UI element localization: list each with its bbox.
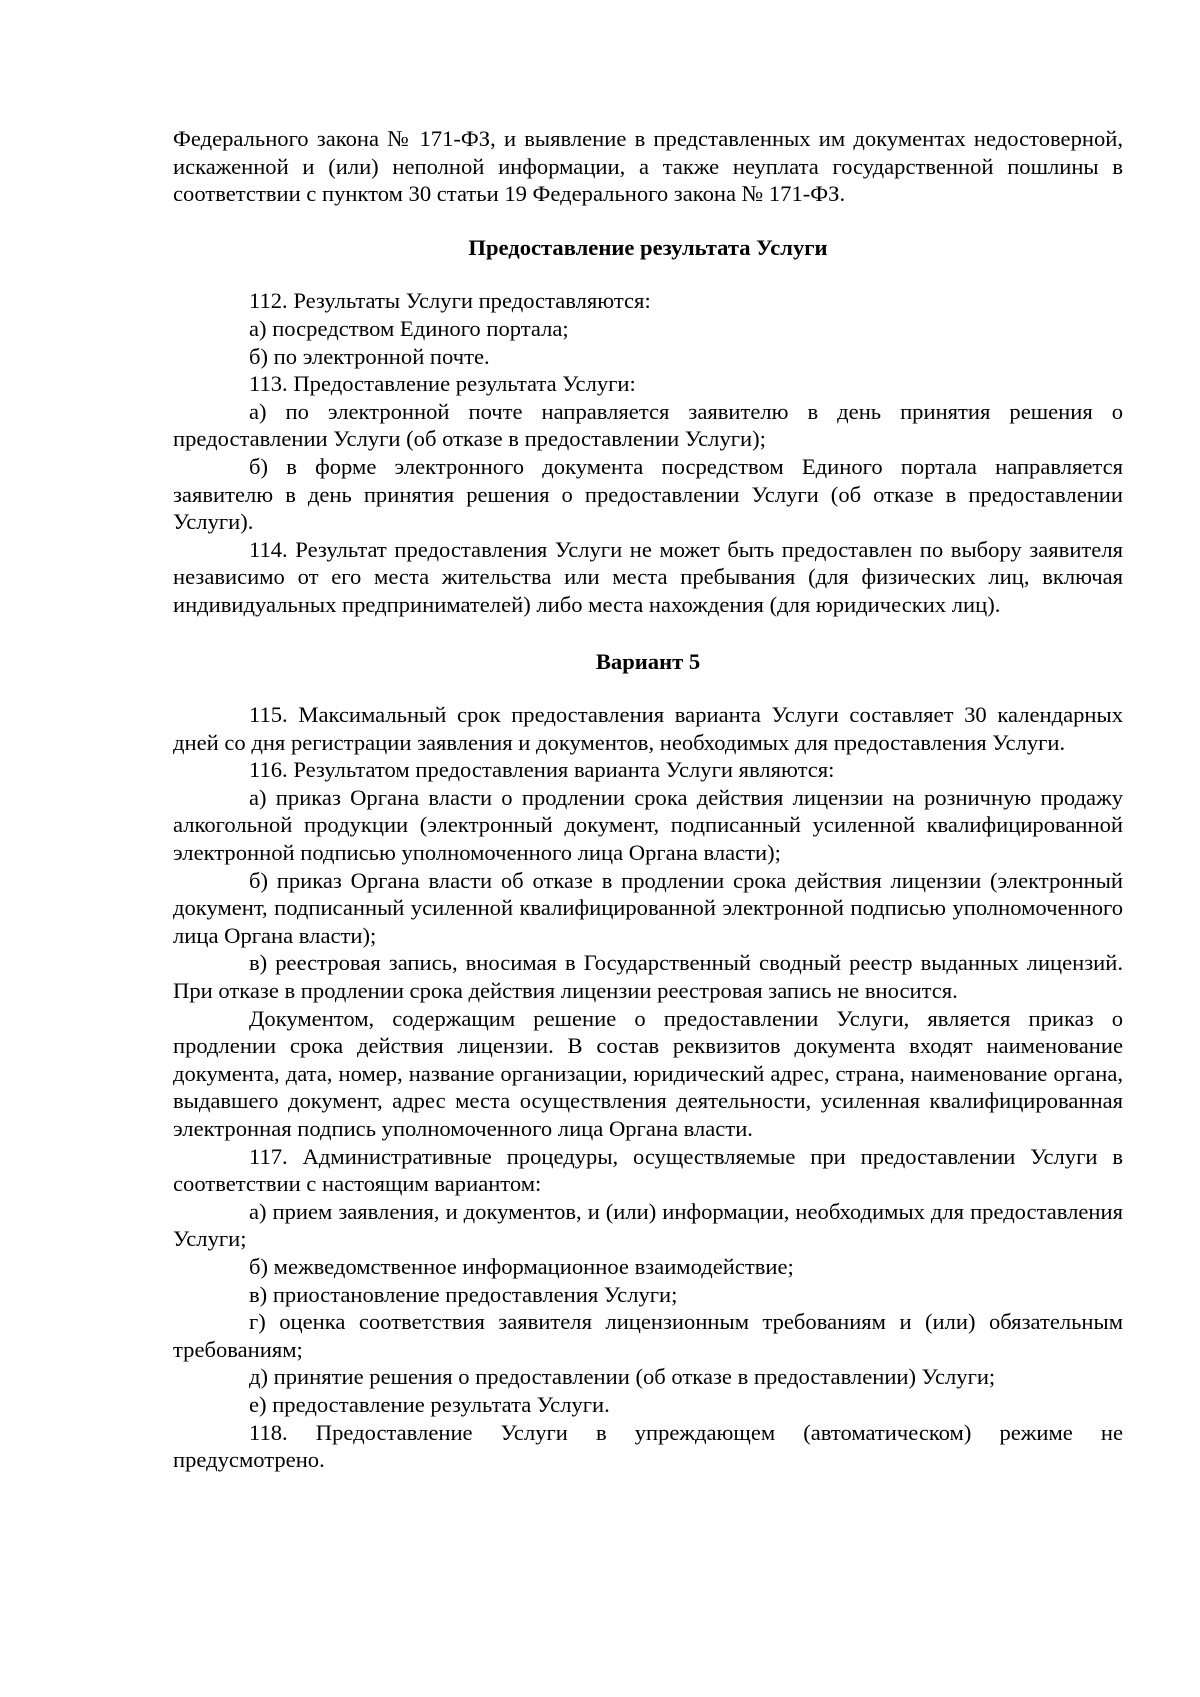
paragraph-117-a: а) прием заявления, и документов, и (или) информации, необходимых для предоставления Услуги; [173,1198,1123,1252]
document-page [173,125,1123,1474]
paragraph-114: 114. Результат предоставления Услуги не может быть предоставлен по выбору заявителя независимо от его места жительства или места пребывания (для физических лиц, включая индивидуальных предпринимателей) либо места нахождения (для юридических лиц). [173,536,1123,617]
paragraph-117-c: в) приостановление предоставления Услуги; [249,1281,678,1307]
paragraph-113: 113. Предоставление результата Услуги: [249,371,636,397]
paragraph-117-f: е) предоставление результата Услуги. [249,1391,610,1417]
paragraph-116-c: в) реестровая запись, вносимая в Государственный сводный реестр выданных лицензий. При отказе в продлении срока действия лицензии реестровая запись не вносится. [173,950,1123,1004]
paragraph-112: 112. Результаты Услуги предоставляются: [249,288,651,314]
paragraph-117-b: б) межведомственное информационное взаимодействие; [249,1253,794,1279]
paragraph-116-a: а) приказ Органа власти о продлении срока действия лицензии на розничную продажу алкогольной продукции (электронный документ, подписанный усиленной квалифицированной электронной подписью уполномоченного лица Органа власти); [173,784,1123,866]
paragraph-112-b: б) по электронной почте. [249,343,490,369]
paragraph-113-a: а) по электронной почте направляется заявителю в день принятия решения о предоставлении Услуги (об отказе в предоставлении Услуги); [173,398,1123,452]
paragraph-118: 118. Предоставление Услуги в упреждающем (автоматическом) режиме не предусмотрено. [173,1419,1123,1473]
paragraph-117-d: г) оценка соответствия заявителя лицензионным требованиям и (или) обязательным требованиям; [173,1309,1123,1362]
paragraph-116: 116. Результатом предоставления варианта Услуги являются: [249,757,835,783]
section-heading-variant-5: Вариант 5 [595,648,701,674]
section-heading-result: Предоставление результата Услуги [468,234,828,260]
paragraph-117: 117. Административные процедуры, осуществляемые при предоставлении Услуги в соответствии с настоящим вариантом: [173,1143,1123,1197]
paragraph-117-e: д) принятие решения о предоставлении (об отказе в предоставлении) Услуги; [249,1364,996,1390]
paragraph-decision-document: Документом, содержащим решение о предоставлении Услуги, является приказ о продлении срока действия лицензии. В состав реквизитов документа входят наименование документа, дата, номер, название организации, юридический адрес, страна, наименование органа, выдавшего документ, адрес места осуществления деятельности, усиленная квалифицированная электронная подпись уполномоченного лица Органа власти. [173,1005,1123,1141]
paragraph-116-b: б) приказ Органа власти об отказе в продлении срока действия лицензии (электронный документ, подписанный усиленной квалифицированной электронной подписью уполномоченного лица Органа власти); [173,867,1123,948]
intro-paragraph: Федерального закона № 171-ФЗ, и выявление в представленных им документах недостоверной, искаженной и (или) неполной информации, а также неуплата государственной пошлины в соответствии с пунктом 30 статьи 19 Федерального закона № 171-ФЗ. [173,126,1123,207]
paragraph-115: 115. Максимальный срок предоставления варианта Услуги составляет 30 календарных дней со дня регистрации заявления и документов, необходимых для предоставления Услуги. [173,702,1123,755]
paragraph-113-b: б) в форме электронного документа посредством Единого портала направляется заявителю в день принятия решения о предоставлении Услуги (об отказе в предоставлении Услуги). [173,453,1123,535]
paragraph-112-a: а) посредством Единого портала; [249,315,569,341]
